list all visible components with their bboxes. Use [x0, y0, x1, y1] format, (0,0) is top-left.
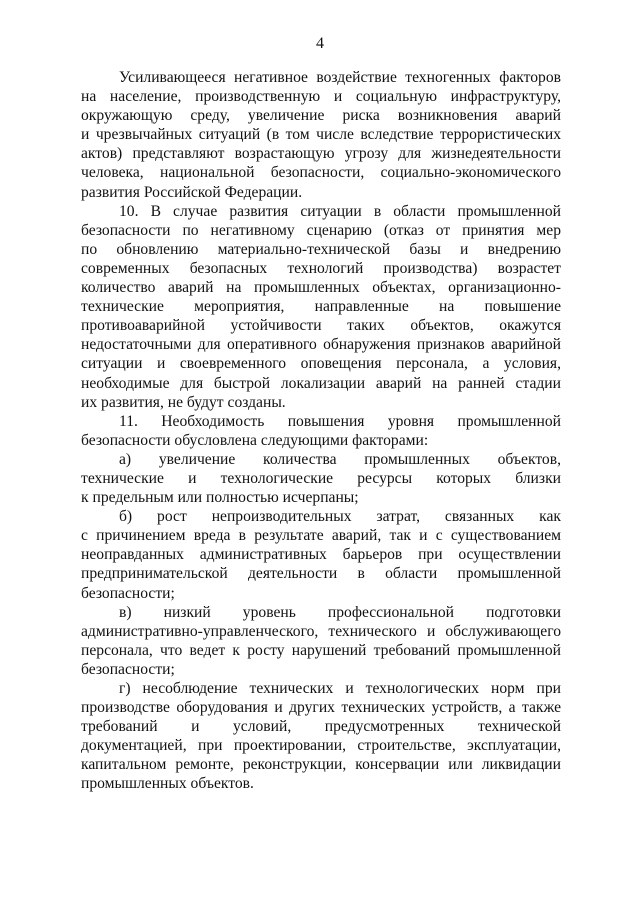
text-line: актов) представляют возрастающую угрозу для жизнедеятельности — [81, 145, 561, 163]
text-line: на население, производственную и социальную инфраструктуру, — [81, 88, 561, 106]
text-line: 11. Необходимость повышения уровня промышленной — [119, 412, 561, 430]
paragraph — [81, 450, 561, 507]
text-line: персонала, что ведет к росту нарушений требований промышленной — [81, 641, 561, 659]
text-line: Усиливающееся негативное воздействие техногенных факторов — [119, 69, 561, 86]
text-line: к предельным или полностью исчерпаны; — [81, 489, 359, 507]
text-line: недостаточными для оперативного обнаружения признаков аварийной — [81, 336, 561, 354]
text-line: технические и технологические ресурсы которых близки — [81, 469, 561, 487]
text-line: безопасности обусловлена следующими факторами: — [81, 431, 429, 449]
paragraph — [81, 412, 561, 450]
text-line: промышленных объектов. — [81, 775, 254, 793]
text-line: г) несоблюдение технических и технологических норм при — [119, 680, 561, 697]
text-line: предпринимательской деятельности в области промышленной — [81, 565, 561, 583]
text-line: а) увеличение количества промышленных объектов, — [119, 450, 561, 468]
text-line: количество аварий на промышленных объектах, организационно- — [81, 279, 561, 297]
text-line: ситуации и своевременного оповещения персонала, а условия, — [81, 355, 561, 373]
text-line: безопасности по негативному сценарию (отказ от принятия мер — [81, 221, 561, 239]
text-line: безопасности; — [81, 584, 175, 602]
text-line: по обновлению материально-технической базы и внедрению — [81, 240, 561, 258]
body-text — [81, 68, 561, 794]
text-line: окружающую среду, увеличение риска возникновения аварий — [81, 107, 561, 125]
text-line: 10. В случае развития ситуации в области промышленной — [119, 202, 561, 220]
text-line: б) рост непроизводительных затрат, связанных как — [119, 508, 561, 526]
text-line: безопасности; — [81, 660, 175, 678]
text-line: производстве оборудования и других технических устройств, а также — [81, 699, 561, 717]
text-line: в) низкий уровень профессиональной подготовки — [119, 603, 561, 621]
text-line: документацией, при проектировании, строительстве, эксплуатации, — [81, 737, 561, 755]
text-line: с причинением вреда в результате аварий, так и с существованием — [81, 527, 561, 545]
text-line: капитальном ремонте, реконструкции, консервации или ликвидации — [81, 756, 561, 774]
paragraph — [81, 202, 561, 412]
text-line: необходимые для быстрой локализации аварий на ранней стадии — [81, 374, 561, 392]
text-line: противоаварийной устойчивости таких объектов, окажутся — [81, 317, 561, 335]
text-line: требований и условий, предусмотренных технической — [81, 718, 561, 736]
text-line: их развития, не будут созданы. — [81, 393, 286, 411]
text-line: административно-управленческого, технического и обслуживающего — [81, 622, 561, 640]
text-line: неоправданных административных барьеров при осуществлении — [81, 546, 561, 564]
page-number: 4 — [316, 35, 324, 52]
paragraph — [81, 507, 561, 602]
paragraph — [81, 679, 561, 794]
paragraph — [81, 603, 561, 679]
text-line: развития Российской Федерации. — [81, 183, 303, 201]
text-line: человека, национальной безопасности, социально-экономического — [81, 164, 561, 182]
text-line: современных безопасных технологий производства) возрастет — [81, 259, 561, 277]
paragraph — [81, 68, 561, 202]
text-line: и чрезвычайных ситуаций (в том числе вследствие террористических — [81, 126, 561, 144]
text-line: технические мероприятия, направленные на повышение — [81, 298, 561, 316]
